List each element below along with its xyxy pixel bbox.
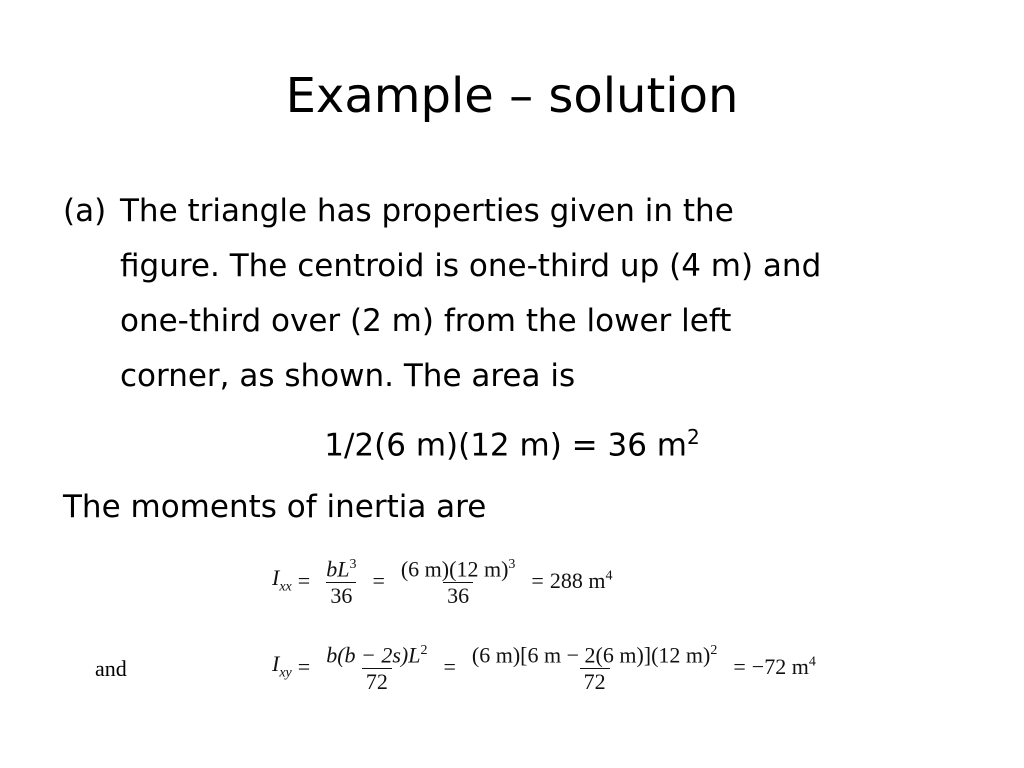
ixy-frac1-exponent: 2 [420,643,428,658]
item-a-line-4: corner, as shown. The area is [120,358,576,394]
item-a-marker: (a) [63,193,107,229]
ixy-frac1-numerator: b(b − 2s)L [326,642,421,668]
ixy-frac1-denominator: 72 [362,668,392,695]
ixy-symbol: I [272,651,280,677]
ixx-result-exponent: 4 [605,568,613,584]
area-formula-exponent: 2 [687,425,700,449]
equals-sign: = [372,567,385,593]
ixy-fraction-1 [322,638,431,695]
ixy-lhs [272,651,292,681]
and-label: and [95,656,127,681]
ixx-fraction-1 [322,552,360,609]
equals-sign: = [733,653,746,679]
ixy-frac2-numerator: (6 m)[6 m − 2(6 m)](12 m) [471,642,711,668]
ixx-symbol: I [272,565,280,591]
ixx-frac2-numerator: (6 m)(12 m) [400,556,509,582]
equals-sign: = [531,567,544,593]
ixy-frac2-exponent: 2 [710,643,718,658]
ixx-subscript: xx [279,579,292,595]
equation-ixx [272,552,612,609]
ixy-result-exponent: 4 [808,654,816,670]
ixy-frac2-denominator: 72 [580,668,610,695]
ixy-result [752,654,816,680]
item-a [63,184,963,404]
ixx-lhs [272,565,292,595]
item-a-paragraph [120,184,963,404]
ixx-frac2-denominator: 36 [443,582,473,609]
moments-text: The moments of inertia are [63,489,487,525]
ixx-frac1-exponent: 3 [349,557,357,572]
ixy-result-value: −72 m [751,653,809,679]
equals-sign: = [443,653,456,679]
ixx-frac1-denominator: 36 [326,582,356,609]
item-a-line-2: figure. The centroid is one-third up (4 m) and [120,248,822,284]
ixx-frac1-numerator: bL [326,556,350,582]
equals-sign: = [297,567,311,593]
equals-sign: = [297,653,311,679]
slide-title: Example – solution [285,68,739,124]
ixx-fraction-2 [397,552,520,609]
ixx-frac2-exponent: 3 [508,557,516,572]
ixx-result-value: 288 m [549,567,606,593]
area-formula-text: 1/2(6 m)(12 m) = 36 m [324,427,687,464]
item-a-line-1: The triangle has properties given in the [120,193,734,229]
area-formula [0,410,1024,473]
ixy-fraction-2 [468,638,721,695]
ixy-subscript: xy [279,665,292,681]
ixx-result [550,568,613,594]
equation-ixy [272,638,816,695]
item-a-line-3: one-third over (2 m) from the lower left [120,303,732,339]
